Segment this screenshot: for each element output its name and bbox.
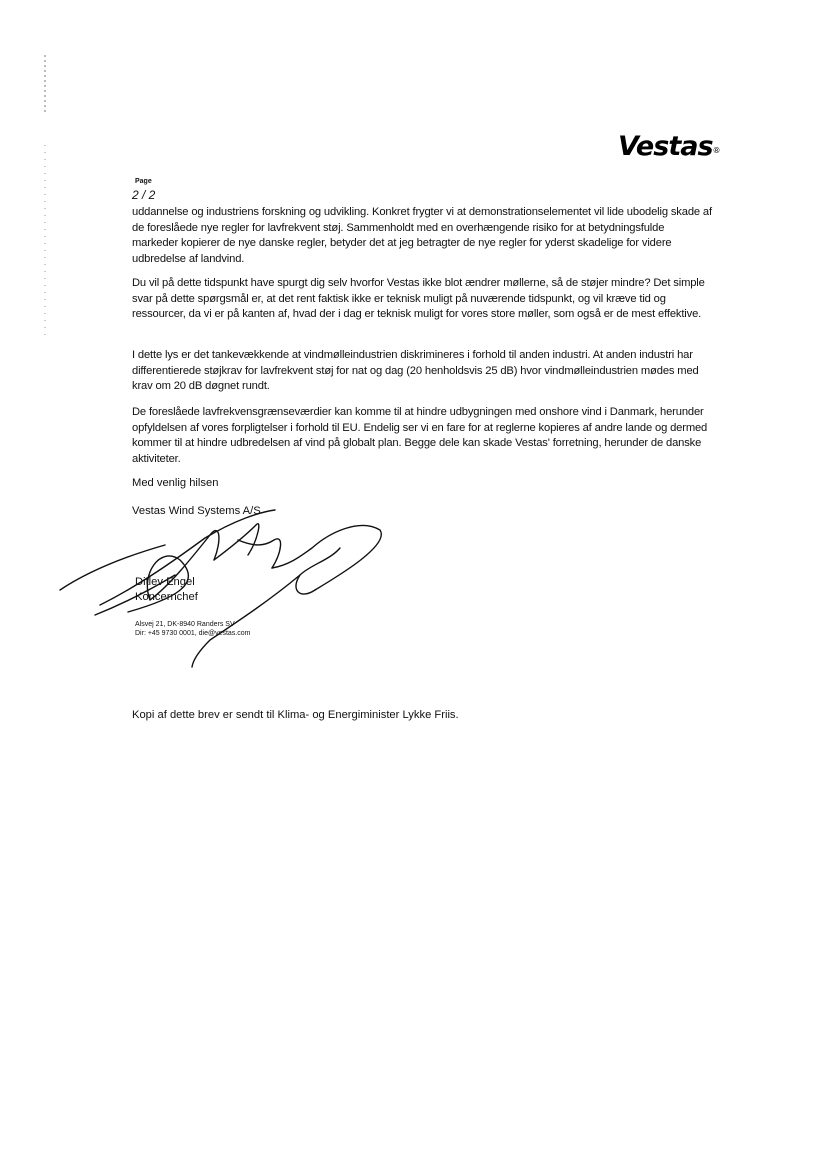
page-label: Page <box>135 178 152 185</box>
closing-greeting: Med venlig hilsen <box>132 477 219 489</box>
page-number: 2 / 2 <box>132 188 156 202</box>
scan-edge-marks <box>44 55 46 335</box>
contact-line: Dir: +45 9730 0001, die@vestas.com <box>135 630 251 637</box>
copy-note: Kopi af dette brev er sendt til Klima- og Energiminister Lykke Friis. <box>132 709 459 721</box>
paragraph-2: Du vil på dette tidspunkt have spurgt dig selv hvorfor Vestas ikke blot ændrer møllerne, så de støjer mindre? Det simple svar på dette spørgsmål er, at det rent faktisk ikke er teknisk muligt på nuværende tidspunkt, og vil kræve tid og ressourcer, da vi er på kanten af, hvad der i dag er teknisk muligt for vores store møller, som også er de mest effektive. <box>132 277 705 320</box>
paragraph-1: uddannelse og industriens forskning og udvikling. Konkret frygter vi at demonstrationselementet vil lide ubodelig skade af de foreslåede nye regler for lavfrekvent støj. Sammenholdt med en overhængende risiko for at betydningsfulde markeder kopierer de nye danske regler, betyder det at jeg betragter de nye regler for yderst skadelige for videre udbredelse af landvind. <box>132 206 712 265</box>
paragraph-4: De foreslåede lavfrekvensgrænseværdier kan komme til at hindre udbygningen med onshore vind i Danmark, herunder opfyldelsen af vores forpligtelser i forhold til EU. Endelig ser vi en fare for at reglerne kopieres af andre lande og dermed kommer til at hindre udbredelsen af vind på globalt plan. Begge dele kan skade Vestas' forretning, herunder de danske aktiviteter. <box>132 406 708 465</box>
address-line: Alsvej 21, DK-8940 Randers SV <box>135 621 235 628</box>
paragraph-3: I dette lys er det tankevækkende at vindmølleindustrien diskrimineres i forhold til anden industri. At anden industri har differentierede støjkrav for lavfrekvent støj for nat og dag (20 henholdsvis 25 dB) hvor vindmølleindustrien mødes med krav om 20 dB døgnet rundt. <box>132 349 699 392</box>
company-name: Vestas Wind Systems A/S <box>132 505 261 517</box>
signer-title: Koncernchef <box>135 591 198 603</box>
sender-address <box>135 620 250 638</box>
signer-name: Ditlev Engel <box>135 576 195 588</box>
vestas-logo: Vestas® <box>618 131 721 162</box>
